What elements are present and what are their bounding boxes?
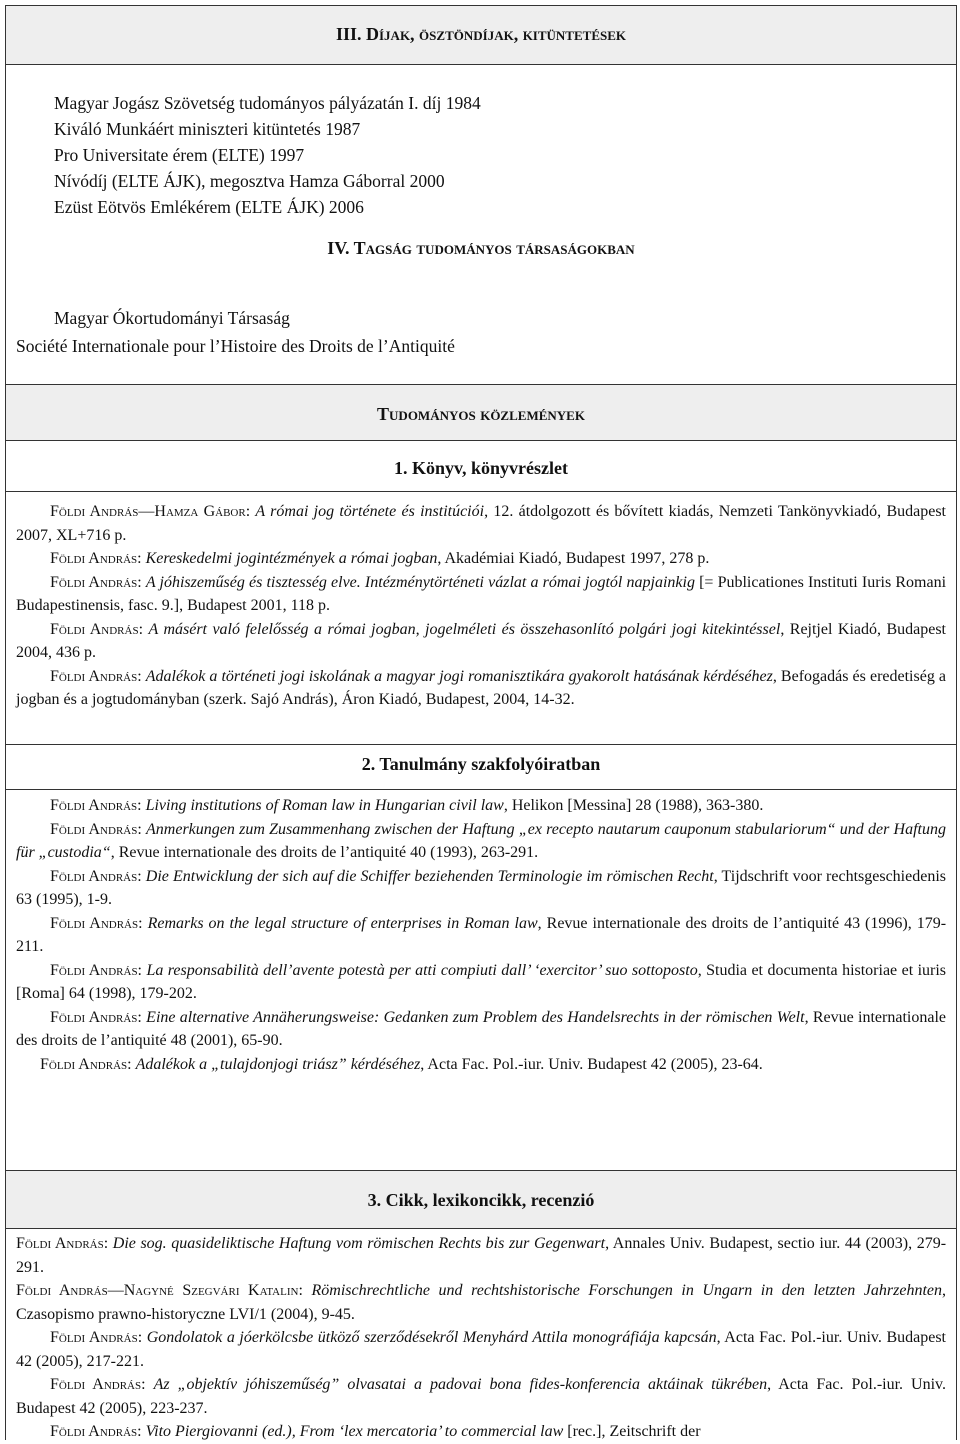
list-item: Földi András—Hamza Gábor: A római jog története és institúciói, 12. átdolgozott és bővített kiadás, Nemzeti Tankönyvkiadó, Budapest 2007, XL+716 p.	[16, 503, 946, 544]
list-item: Société Internationale pour l’Histoire des Droits de l’Antiquité	[16, 336, 455, 356]
list-item: Kiváló Munkáért miniszteri kitüntetés 1987	[54, 119, 361, 139]
list-item: Földi András: Eine alternative Annäherungsweise: Gedanken zum Problem des Handelsrechts in der römischen Welt, Revue internationale des droits de l’antiquité 48 (2001), 65-90.	[16, 1008, 947, 1049]
list-item: Földi András: A jóhiszeműség és tisztesség elve. Intézménytörténeti vázlat a római jogtól napjainkig [= Publicationes Instituti Iuris Romani Budapestinensis, fasc. 9.], Budapest 2001, 118 p.	[16, 573, 947, 614]
list-item: Földi András: Die Entwicklung der sich auf die Schiffer beziehenden Terminologie im römischen Recht, Tijdschrift voor rechtsgeschiedenis 63 (1995), 1-9.	[16, 867, 947, 908]
list-item: Nívódíj (ELTE ÁJK), megosztva Hamza Gáborral 2000	[54, 171, 445, 191]
divider	[6, 744, 956, 745]
divider	[6, 1228, 956, 1229]
divider	[6, 491, 956, 492]
list-item: Földi András: Anmerkungen zum Zusammenhang zwischen der Haftung „ex recepto nautarum cauponum stabulariorum“ und der Haftung für „custodia“, Revue internationale des droits de l’antiquité 40 (1993), 263-291.	[16, 820, 946, 861]
subsection-title-books: 1. Könyv, könyvrészlet	[394, 458, 568, 478]
list-item: Magyar Jogász Szövetség tudományos pályázatán I. díj 1984	[54, 93, 481, 113]
list-item: Földi András: Adalékok a „tulajdonjogi triász” kérdéséhez, Acta Fac. Pol.-iur. Univ. Budapest 42 (2005), 23-64.	[40, 1055, 763, 1073]
awards-list	[54, 90, 481, 220]
list-item: Pro Universitate érem (ELTE) 1997	[54, 145, 305, 165]
section-title-memberships: IV. Tagság tudományos társaságokban	[327, 238, 635, 258]
subsection-title-studies: 2. Tanulmány szakfolyóiratban	[361, 754, 601, 774]
list-item: Földi András: Adalékok a történeti jogi iskolának a magyar jogi romanisztikára gyakorolt hatásának kérdéséhez, Befogadás és eredetiség a jogban és a jogtudományban (szerk. Sajó András), Áron Kiadó, Budapest, 2004, 14-32.	[16, 667, 947, 708]
books-list	[16, 500, 946, 712]
studies-list	[16, 794, 946, 1076]
divider	[6, 64, 956, 65]
divider	[6, 789, 956, 790]
list-item: Földi András: La responsabilità dell’avente potestà per atti compiuti dall’ ‘exercitor’ suo sottoposto, Studia et documenta historiae et iuris [Roma] 64 (1998), 179-202.	[16, 961, 947, 1002]
document-page	[5, 5, 957, 1440]
list-item: Földi András: Gondolatok a jóerkölcsbe ütköző szerződésekről Menyhárd Attila monográfiája kapcsán, Acta Fac. Pol.-iur. Univ. Budapest 42 (2005), 217-221.	[16, 1329, 946, 1370]
list-item: Földi András—Nagyné Szegvári Katalin: Römischrechtliche und rechtshistorische Forschungen in Ungarn in den letzten Jahrzehnten, Czasopismo prawno-historyczne LVI/1 (2004), 9-45.	[16, 1282, 947, 1323]
list-item: Földi András: Kereskedelmi jogintézmények a római jogban, Akadémiai Kiadó, Budapest 1997, 278 p.	[50, 550, 710, 567]
divider	[6, 440, 956, 441]
list-item: Földi András: Az „objektív jóhiszeműség” olvasatai a padovai bona fides-konferencia aktáinak tükrében, Acta Fac. Pol.-iur. Univ. Budapest 42 (2005), 223-237.	[16, 1376, 947, 1417]
list-item: Földi András: Vito Piergiovanni (ed.), From ‘lex mercatoria’ to commercial law [rec.], Zeitschrift der	[50, 1423, 701, 1440]
list-item: Földi András: Die sog. quasideliktische Haftung vom römischen Rechts bis zur Gegenwart, Annales Univ. Budapest, sectio iur. 44 (2003), 279-291.	[16, 1235, 947, 1276]
section-title-publications: Tudományos közlemények	[377, 404, 585, 424]
articles-list	[16, 1232, 946, 1444]
section-title-awards: III. Díjak, ösztöndíjak, kitüntetések	[335, 24, 627, 44]
list-item: Földi András: Remarks on the legal structure of enterprises in Roman law, Revue internationale des droits de l’antiquité 43 (1996), 179-211.	[16, 914, 947, 955]
list-item: Földi András: A másért való felelősség a római jogban, jogelméleti és összehasonlító polgári jogi kitekintéssel, Rejtjel Kiadó, Budapest 2004, 436 p.	[16, 620, 946, 661]
list-item: Földi András: Living institutions of Roman law in Hungarian civil law, Helikon [Messina] 28 (1988), 363-380.	[50, 797, 764, 814]
list-item: Magyar Ókortudományi Társaság	[54, 308, 290, 328]
subsection-title-articles: 3. Cikk, lexikoncikk, recenzió	[367, 1190, 595, 1210]
memberships-list-2	[16, 332, 455, 360]
memberships-list	[54, 304, 290, 332]
list-item: Ezüst Eötvös Emlékérem (ELTE ÁJK) 2006	[54, 197, 364, 217]
